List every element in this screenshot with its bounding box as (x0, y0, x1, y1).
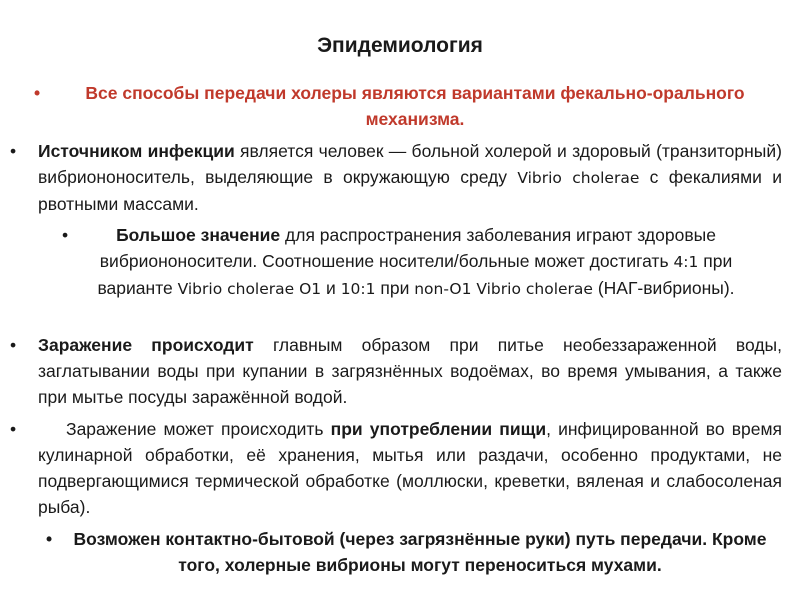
carriers-text-3: и (321, 278, 341, 298)
water-bold: Заражение происходит (38, 335, 254, 355)
paragraph-transmission (60, 80, 770, 132)
bullet-marker-2: • (10, 141, 17, 161)
carriers-vibrio-o1: Vibrio cholerae O1 (177, 280, 322, 298)
bullet-marker-6: • (46, 529, 53, 549)
source-text-1: является человек — больной холерой и здоровый (транзиторный) вибриононоситель, выделяющие в окружающую среду (38, 141, 782, 187)
carriers-ratio-1: 4:1 (673, 253, 699, 271)
bullet-marker-4: • (10, 335, 17, 355)
food-text-2: , инфицированной во время кулинарной обработки, её хранения, мытья или раздачи, особенно продуктами, не подвергающимися термической обработке (моллюски, креветки, вяленая и слабосоленая рыба). (38, 419, 782, 517)
source-vibrio: Vibrio cholerae (517, 169, 640, 187)
transmission-text: Все способы передачи холеры являются вариантами фекально-орального механизма. (85, 83, 745, 129)
carriers-bold: Большое значение (116, 225, 281, 245)
contact-text: Возможен контактно-бытовой (через загрязнённые руки) путь передачи. Кроме того, холерные вибрионы могут переноситься мухами. (73, 529, 767, 575)
paragraph-food (38, 416, 782, 520)
paragraph-source (38, 138, 782, 217)
bullet-marker-1: • (34, 83, 41, 103)
carriers-text-2: при варианте (97, 251, 733, 298)
paragraph-carriers (66, 222, 766, 302)
bullet-marker-3: • (62, 225, 69, 245)
bullet-marker-5: • (10, 419, 17, 439)
carriers-text-1: для распространения заболевания играют здоровые вибриононосители. Соотношение носители/больные может достигать (99, 225, 716, 271)
water-text: главным образом при питье необеззараженной воды, заглатывании воды при купании в загрязнённых водоёмах, во время умывания, а также при мытье посуды заражённой водой. (38, 335, 782, 407)
source-text-2: с фекалиями и рвотными массами. (38, 167, 782, 214)
food-text-1: Заражение может происходить (66, 419, 331, 439)
paragraph-contact (60, 526, 780, 578)
carriers-vibrio-non-o1: non-O1 Vibrio cholerae (414, 280, 593, 298)
slide-title: Эпидемиология (317, 34, 483, 57)
source-bold: Источником инфекции (38, 141, 235, 161)
carriers-text-5: (НАГ-вибрионы). (592, 278, 735, 298)
carriers-ratio-2: 10:1 (340, 280, 376, 298)
paragraph-water (38, 332, 782, 410)
carriers-text-4: при (375, 278, 415, 298)
food-bold: при употреблении пищи (330, 419, 547, 439)
